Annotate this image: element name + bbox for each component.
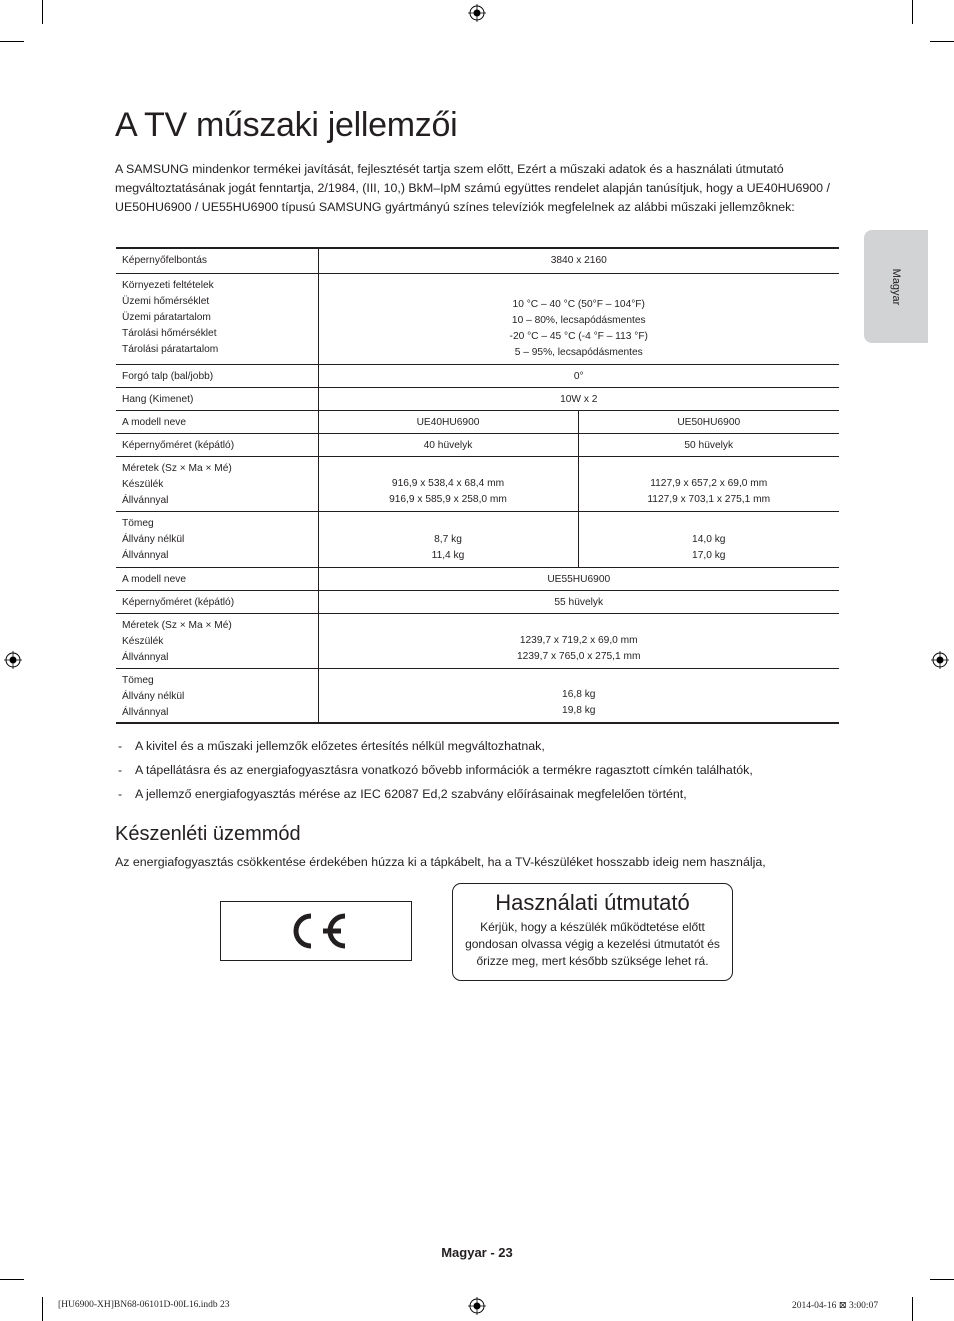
row-value: 3840 x 2160 xyxy=(318,248,839,273)
row-value: UE40HU6900 xyxy=(318,410,578,433)
table-row xyxy=(116,511,839,567)
print-slug-date: 2014-04-16 ⊠ 3:00:07 xyxy=(792,1301,879,1311)
table-row xyxy=(116,668,839,723)
manual-body: Kérjük, hogy a készülék működtetése előtt gondosan olvassa végig a kezelési útmutatót és őrizze meg, mert később szüksége lehet rá. xyxy=(465,920,720,968)
row-label: Környezeti feltételek Üzemi hőmérséklet Üzemi páratartalom Tárolási hőmérséklet Tárolási páratartalom xyxy=(122,279,219,355)
row-label: A modell neve xyxy=(122,573,186,585)
spec-table xyxy=(116,247,839,724)
intro-paragraph: A SAMSUNG mindenkor termékei javítását, fejlesztését tartja szem előtt, Ezért a műszaki adatok és a használati útmutató megváltoztatásának jogát fenntartja, 2/1984, (III, 10,) BkM–IpM számú együttes rendelet alapján tanúsítjuk, hogy a UE40HU6900 / UE50HU6900 / UE55HU6900 típusú SAMSUNG gyártmányú színes televíziók megfelelnek az alábbi műszaki jellemzôknek: xyxy=(115,162,830,214)
row-value: 50 hüvelyk xyxy=(578,433,839,456)
crop-mark xyxy=(930,1279,954,1280)
crop-mark xyxy=(0,41,24,42)
crop-mark xyxy=(912,1297,913,1321)
row-label: Méretek (Sz × Ma × Mé) Készülék Állvánnyal xyxy=(122,619,232,663)
crop-mark xyxy=(42,1297,43,1321)
table-row xyxy=(116,248,839,273)
crop-mark xyxy=(912,0,913,24)
registration-mark-icon xyxy=(931,651,949,669)
table-row xyxy=(116,364,839,387)
ce-mark-box xyxy=(220,901,412,961)
table-row xyxy=(116,613,839,668)
table-row xyxy=(116,387,839,410)
print-slug-file: [HU6900-XH]BN68-06101D-00L16.indb 23 xyxy=(58,1300,230,1310)
row-value: 55 hüvelyk xyxy=(318,590,839,613)
standby-text: Az energiafogyasztás csökkentése érdekében húzza ki a tápkábelt, ha a TV-készüléket hosszabb ideig nem használja, xyxy=(115,855,766,869)
ce-mark-icon xyxy=(283,910,349,952)
crop-mark xyxy=(930,41,954,42)
table-row xyxy=(116,433,839,456)
registration-mark-icon xyxy=(4,651,22,669)
registration-mark-icon xyxy=(468,1297,486,1315)
user-manual-box xyxy=(452,883,733,981)
row-label: A modell neve xyxy=(122,416,186,428)
notes-list xyxy=(116,738,846,810)
table-row xyxy=(116,590,839,613)
crop-mark xyxy=(42,0,43,24)
row-value: 14,0 kg 17,0 kg xyxy=(578,511,839,567)
manual-title: Használati útmutató xyxy=(495,890,690,915)
table-row xyxy=(116,567,839,590)
row-label: Tömeg Állvány nélkül Állvánnyal xyxy=(122,674,185,718)
row-label: Hang (Kimenet) xyxy=(122,393,194,405)
row-label: Forgó talp (bal/jobb) xyxy=(122,370,214,382)
row-value: 10W x 2 xyxy=(318,387,839,410)
row-value: 0° xyxy=(318,364,839,387)
list-item: - A kivitel és a műszaki jellemzők előzetes értesítés nélkül megváltozhatnak, xyxy=(116,738,846,762)
row-label: Képernyőméret (képátló) xyxy=(122,596,235,608)
row-label: Képernyőméret (képátló) xyxy=(122,439,235,451)
table-row xyxy=(116,456,839,511)
table-row xyxy=(116,273,839,364)
row-value: 8,7 kg 11,4 kg xyxy=(318,511,578,567)
row-value: 1239,7 x 719,2 x 69,0 mm 1239,7 x 765,0 x 275,1 mm xyxy=(318,613,839,668)
row-value: UE55HU6900 xyxy=(318,567,839,590)
standby-heading: Készenléti üzemmód xyxy=(115,823,301,845)
row-value: 10 °C – 40 °C (50°F – 104°F) 10 – 80%, lecsapódásmentes -20 °C – 45 °C (-4 °F – 113 °F) 5 – 95%, lecsapódásmentes xyxy=(318,273,839,364)
crop-mark xyxy=(0,1279,24,1280)
language-side-tab xyxy=(864,230,928,343)
row-value: 1127,9 x 657,2 x 69,0 mm 1127,9 x 703,1 x 275,1 mm xyxy=(578,456,839,511)
row-label: Méretek (Sz × Ma × Mé) Készülék Állvánnyal xyxy=(122,462,232,506)
list-item: - A tápellátásra és az energiafogyasztásra vonatkozó bővebb információk a termékre ragasztott címkén találhatók, xyxy=(116,762,846,786)
page-number: Magyar - 23 xyxy=(441,1245,513,1260)
registration-mark-icon xyxy=(468,4,486,22)
table-row xyxy=(116,410,839,433)
row-value: 916,9 x 538,4 x 68,4 mm 916,9 x 585,9 x 258,0 mm xyxy=(318,456,578,511)
row-value: UE50HU6900 xyxy=(578,410,839,433)
page-title: A TV műszaki jellemzői xyxy=(115,106,458,144)
row-value: 16,8 kg 19,8 kg xyxy=(318,668,839,723)
row-value: 40 hüvelyk xyxy=(318,433,578,456)
row-label: Képernyőfelbontás xyxy=(122,255,207,266)
list-item: - A jellemző energiafogyasztás mérése az IEC 62087 Ed,2 szabvány előírásainak megfelelően történt, xyxy=(116,786,846,810)
side-tab-label: Magyar xyxy=(890,268,902,305)
row-label: Tömeg Állvány nélkül Állvánnyal xyxy=(122,517,185,561)
